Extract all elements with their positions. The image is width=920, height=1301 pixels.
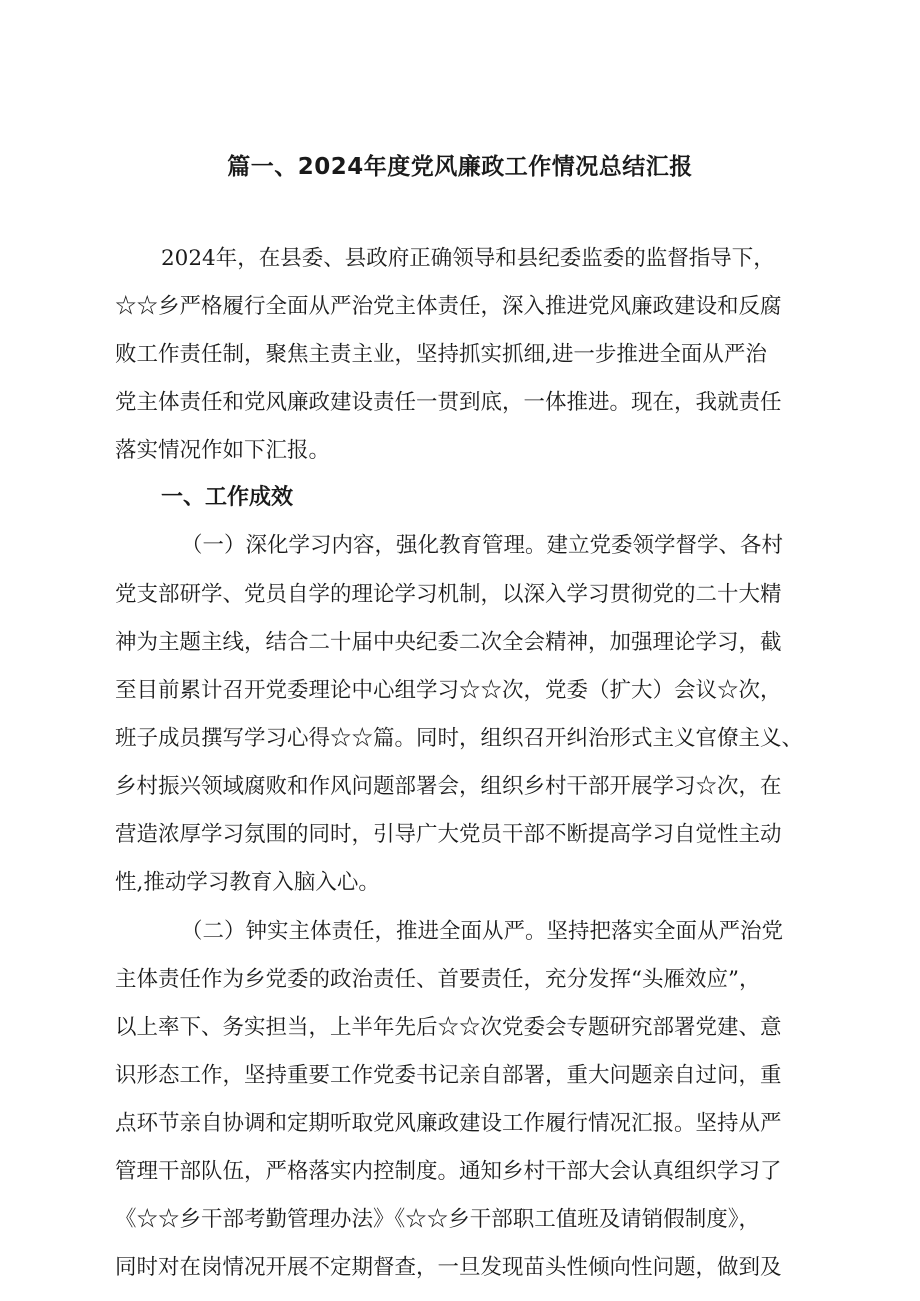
paragraph-line: （一）深化学习内容，强化教育管理。建立党委领学督学、各村 [181, 533, 784, 558]
section-heading: 一、工作成效 [161, 485, 294, 510]
paragraph-line: 2024年，在县委、县政府正确领导和县纪委监委的监督指导下， [161, 246, 775, 271]
paragraph-line: 败工作责任制，聚焦主责主业，坚持抓实抓细,进一步推进全面从严治 [115, 342, 767, 367]
paragraph-line: 同时对在岗情况开展不定期督查，一旦发现苗头性倾向性问题，做到及 [115, 1255, 782, 1280]
paragraph-line: 主体责任作为乡党委的政治责任、首要责任，充分发挥“头雁效应”， [115, 967, 761, 992]
paragraph-line: （二）钟实主体责任，推进全面从严。坚持把落实全面从严治党 [181, 919, 784, 944]
paragraph-line: 营造浓厚学习氛围的同时，引导广大党员干部不断提高学习自觉性主动 [115, 822, 782, 847]
paragraph-line: 性,推动学习教育入脑入心。 [115, 870, 380, 895]
paragraph-line: 党主体责任和党风廉政建设责任一贯到底，一体推进。现在，我就责任 [115, 390, 782, 415]
paragraph-line: 班子成员撰写学习心得☆☆篇。同时，组织召开纠治形式主义官僚主义、 [115, 726, 804, 751]
paragraph-line: 乡村振兴领域腐败和作风问题部署会，组织乡村干部开展学习☆次，在 [115, 774, 782, 799]
paragraph-line: 落实情况作如下汇报。 [115, 438, 331, 463]
paragraph-line: 点环节亲自协调和定期听取党风廉政建设工作履行情况汇报。坚持从严 [115, 1111, 782, 1136]
paragraph-line: 党支部研学、党员自学的理论学习机制，以深入学习贯彻党的二十大精 [115, 582, 782, 607]
paragraph-line: 管理干部队伍，严格落实内控制度。通知乡村干部大会认真组织学习了 [115, 1159, 782, 1184]
paragraph-line: 至目前累计召开党委理论中心组学习☆☆次，党委（扩大）会议☆次， [115, 678, 782, 703]
paragraph-line: 《☆☆乡干部考勤管理办法》《☆☆乡干部职工值班及请销假制度》， [115, 1207, 761, 1232]
paragraph-line: ☆☆乡严格履行全面从严治党主体责任，深入推进党风廉政建设和反腐 [115, 294, 782, 319]
paragraph-line: 以上率下、务实担当，上半年先后☆☆次党委会专题研究部署党建、意 [115, 1015, 782, 1040]
document-title: 篇一、2024年度党风廉政工作情况总结汇报 [227, 154, 693, 180]
paragraph-line: 神为主题主线，结合二十届中央纪委二次全会精神，加强理论学习，截 [115, 630, 782, 655]
paragraph-line: 识形态工作，坚持重要工作党委书记亲自部署，重大问题亲自过问，重 [115, 1063, 782, 1088]
